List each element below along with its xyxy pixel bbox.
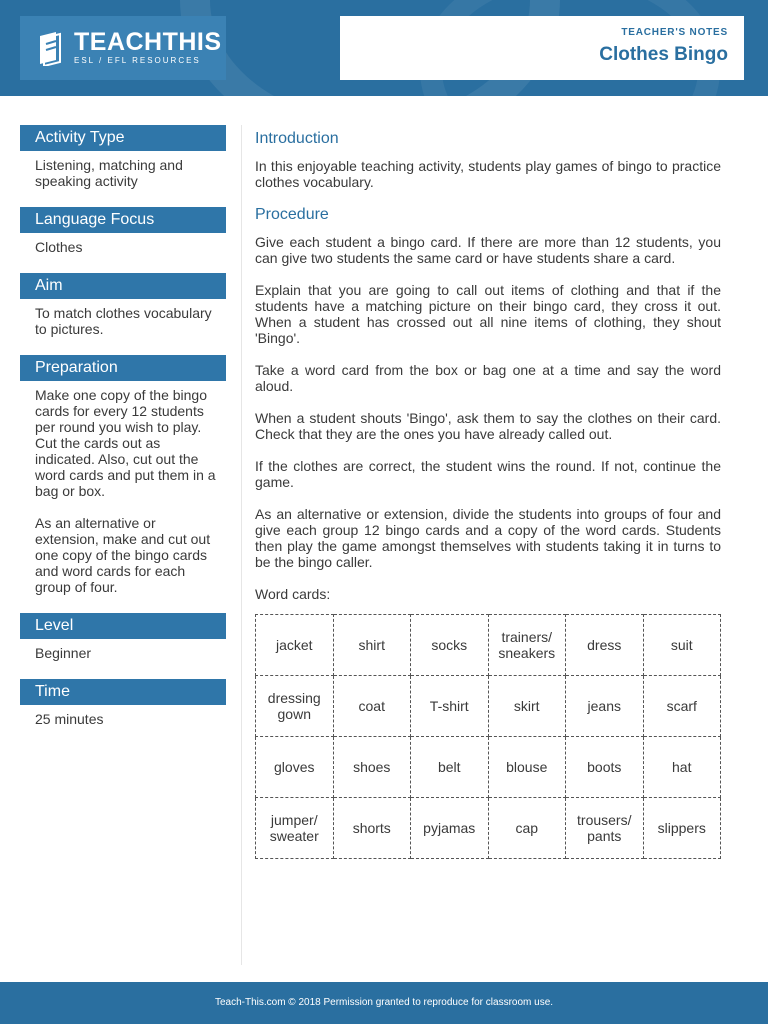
preparation-paragraph: Make one copy of the bingo cards for every 12 students per round you wish to play. Cut the cards out as indicated. Also, cut out the word cards and put them in a bag or box. <box>35 387 216 499</box>
word-card: belt <box>411 737 489 798</box>
procedure-paragraph: As an alternative or extension, divide the students into groups of four and give each group 12 bingo cards and a copy of the word cards. Students then play the game amongst themselves with students taking it in turns to be the bingo caller. <box>255 506 721 570</box>
word-card: shoes <box>333 737 411 798</box>
word-card: scarf <box>643 676 721 737</box>
word-card: trousers/ pants <box>566 798 644 859</box>
word-card-row <box>256 676 721 737</box>
word-card: pyjamas <box>411 798 489 859</box>
section-text: To match clothes vocabulary to pictures. <box>35 305 212 337</box>
word-card: jumper/ sweater <box>256 798 334 859</box>
word-card: skirt <box>488 676 566 737</box>
book-icon <box>36 30 68 66</box>
word-card: shorts <box>333 798 411 859</box>
procedure-steps <box>255 234 721 570</box>
notes-label: TEACHER'S NOTES <box>621 27 728 38</box>
section-text: Beginner <box>35 645 92 661</box>
page-title: Clothes Bingo <box>599 44 728 65</box>
section-text <box>20 381 226 595</box>
procedure-paragraph: Take a word card from the box or bag one at a time and say the word aloud. <box>255 362 721 394</box>
procedure-paragraph: If the clothes are correct, the student wins the round. If not, continue the game. <box>255 458 721 490</box>
procedure-paragraph: When a student shouts 'Bingo', ask them to say the clothes on their card. Check that they are the ones you have already called out. <box>255 410 721 442</box>
section-heading: Language Focus <box>20 207 226 233</box>
logo-subtitle: ESL / EFL RESOURCES <box>74 56 201 65</box>
word-card: boots <box>566 737 644 798</box>
procedure-paragraph: Explain that you are going to call out items of clothing and that if the students have a matching picture on their bingo card, they cross it out. When a student has crossed out all nine items of clothing, they shout 'Bingo'. <box>255 282 721 346</box>
word-card: slippers <box>643 798 721 859</box>
word-card: socks <box>411 615 489 676</box>
word-cards-label: Word cards: <box>255 586 331 602</box>
word-card: dressing gown <box>256 676 334 737</box>
word-card: gloves <box>256 737 334 798</box>
word-card: T-shirt <box>411 676 489 737</box>
footer-text: Teach-This.com © 2018 Permission granted to reproduce for classroom use. <box>214 997 554 1008</box>
logo <box>20 16 226 80</box>
word-card: jeans <box>566 676 644 737</box>
preparation-section <box>20 355 226 595</box>
section-text: 25 minutes <box>35 711 104 727</box>
language-focus-section <box>20 207 226 255</box>
word-card: blouse <box>488 737 566 798</box>
section-heading: Time <box>20 679 226 705</box>
introduction-heading: Introduction <box>255 130 339 147</box>
sidebar <box>20 125 226 745</box>
word-card: coat <box>333 676 411 737</box>
word-card: trainers/ sneakers <box>488 615 566 676</box>
word-card: shirt <box>333 615 411 676</box>
word-card: suit <box>643 615 721 676</box>
procedure-heading: Procedure <box>255 206 329 223</box>
section-heading: Aim <box>20 273 226 299</box>
word-card: jacket <box>256 615 334 676</box>
activity-type-section <box>20 125 226 189</box>
section-text: Listening, matching and speaking activity <box>35 157 183 189</box>
preparation-paragraph: As an alternative or extension, make and cut out one copy of the bingo cards and word cards for each group of four. <box>35 515 211 595</box>
word-card-row <box>256 798 721 859</box>
main-content <box>255 128 721 859</box>
section-text: Clothes <box>35 239 83 255</box>
title-box <box>340 16 744 80</box>
word-card: cap <box>488 798 566 859</box>
word-card: dress <box>566 615 644 676</box>
word-card-row <box>256 737 721 798</box>
word-card-row <box>256 615 721 676</box>
section-heading: Level <box>20 613 226 639</box>
procedure-paragraph: Give each student a bingo card. If there are more than 12 students, you can give two students the same card or have students share a card. <box>255 234 721 266</box>
time-section <box>20 679 226 727</box>
word-cards-table <box>255 614 721 859</box>
aim-section <box>20 273 226 337</box>
level-section <box>20 613 226 661</box>
column-divider <box>241 125 242 965</box>
page-footer <box>0 982 768 1024</box>
section-heading: Preparation <box>20 355 226 381</box>
section-heading: Activity Type <box>20 125 226 151</box>
introduction-text: In this enjoyable teaching activity, students play games of bingo to practice clothes vocabulary. <box>255 158 721 190</box>
page-header <box>0 0 768 96</box>
logo-title: TEACHTHIS <box>74 28 222 56</box>
word-card: hat <box>643 737 721 798</box>
